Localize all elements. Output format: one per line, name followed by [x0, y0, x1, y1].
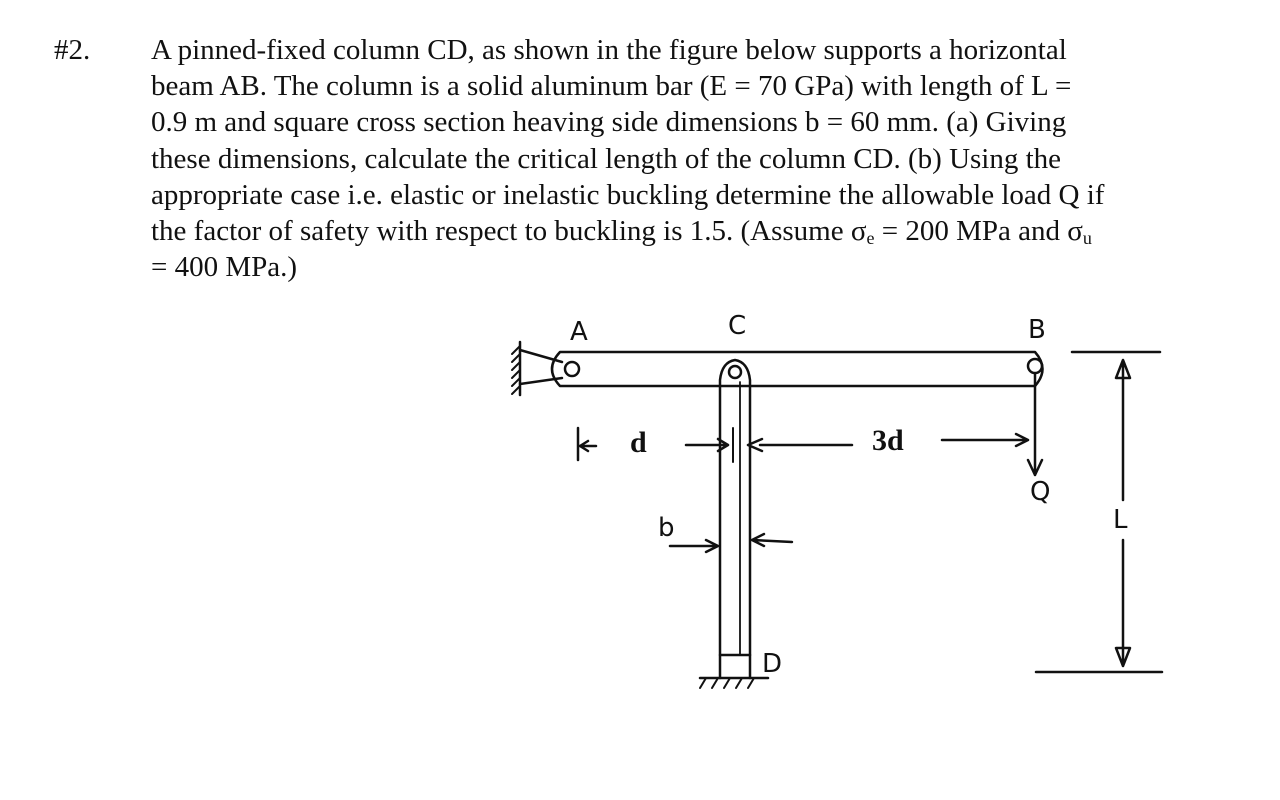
label-a: A: [570, 317, 588, 347]
load-q-arrow: [1028, 374, 1042, 475]
label-b-width: b: [658, 513, 675, 543]
pin-a: [565, 362, 579, 376]
dim-l-upper: [1116, 360, 1130, 500]
label-dim-d: d: [630, 426, 647, 459]
problem-statement: [151, 32, 1201, 285]
label-b: B: [1028, 315, 1046, 345]
problem-line-7: = 400 MPa.): [151, 251, 298, 284]
column-diagram-svg: [500, 300, 1200, 700]
dim-d-arrow-right: [686, 439, 728, 451]
line-6-text-b: = 200 MPa and σ: [874, 215, 1083, 248]
dim-b-arrow-right: [752, 534, 792, 546]
pin-b: [1028, 359, 1042, 373]
column-cd: [720, 360, 750, 655]
dim-3d-arrow-right: [942, 434, 1028, 446]
problem-line-3: 0.9 m and square cross section heaving side dimensions b = 60 mm. (a) Giving: [151, 106, 1067, 139]
problem-line-6: [151, 213, 1201, 249]
label-dim-3d: 3d: [872, 424, 904, 457]
pin-c: [729, 366, 741, 378]
label-c: C: [728, 311, 747, 341]
dim-d-arrow-left: [580, 441, 596, 451]
dim-b-arrow-left: [670, 540, 718, 552]
dim-l-lower: [1116, 540, 1130, 666]
sigma-e-subscript: e: [866, 228, 875, 249]
problem-number: #2.: [54, 34, 91, 66]
label-q: Q: [1030, 477, 1051, 507]
beam-ab: [552, 352, 1043, 386]
label-l: L: [1113, 505, 1128, 535]
label-d: D: [762, 649, 783, 679]
sigma-u-subscript: u: [1082, 228, 1092, 249]
dim-3d-arrow-left: [748, 439, 852, 451]
problem-line-4: these dimensions, calculate the critical length of the column CD. (b) Using the: [151, 142, 1062, 175]
line-6-text-a: the factor of safety with respect to buckling is 1.5. (Assume σ: [151, 215, 867, 248]
column-figure: [500, 300, 1200, 700]
base-hatch: [700, 678, 754, 688]
problem-line-2: beam AB. The column is a solid aluminum bar (E = 70 GPa) with length of L =: [151, 70, 1072, 103]
problem-line-1: A pinned-fixed column CD, as shown in the figure below supports a horizontal: [151, 34, 1067, 66]
problem-line-5: appropriate case i.e. elastic or inelastic buckling determine the allowable load Q if: [151, 178, 1105, 211]
